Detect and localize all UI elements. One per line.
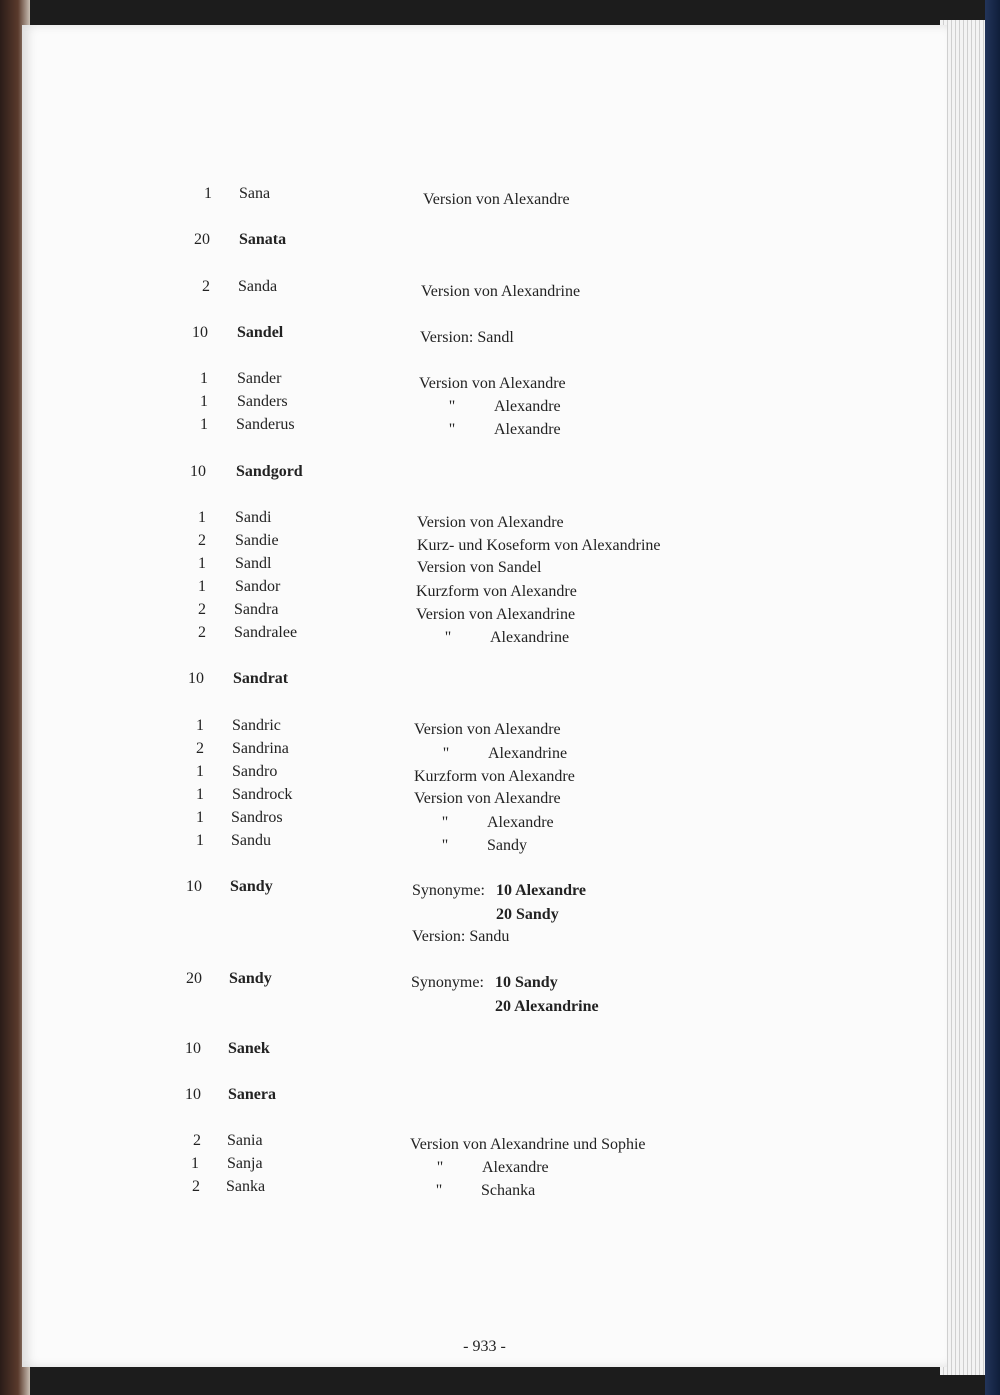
entry-count: 10 — [190, 463, 206, 480]
entry-name: Sandrock — [232, 786, 293, 803]
entry-description: Kurz- und Koseform von Alexandrine — [417, 537, 661, 554]
synonym-value: 20 Sandy — [496, 906, 559, 923]
entry-count: 1 — [198, 509, 206, 526]
entry-row-continuation — [22, 993, 947, 1016]
entry-name: Sandi — [235, 509, 272, 526]
entry-description — [440, 421, 561, 439]
entry-count: 1 — [200, 416, 208, 433]
entry-row — [22, 809, 947, 832]
entry-name: Sander — [237, 370, 282, 387]
entry-description — [433, 837, 527, 855]
entry-count: 10 — [186, 878, 202, 895]
entry-name: Sandros — [231, 809, 283, 826]
entry-count: 1 — [200, 370, 208, 387]
entry-name: Sandra — [234, 601, 279, 618]
entry-description: Kurzform von Alexandre — [414, 768, 575, 785]
entry-description — [412, 906, 559, 924]
entry-row — [22, 370, 947, 393]
entry-name: Sana — [239, 185, 271, 202]
entry-count: 1 — [200, 393, 208, 410]
entry-count: 1 — [196, 763, 204, 780]
entry-name: Sanda — [238, 278, 278, 295]
entry-name: Sandy — [229, 970, 272, 987]
entry-row — [22, 1155, 947, 1178]
entry-row — [22, 231, 947, 254]
entry-row — [22, 393, 947, 416]
entry-description: Version von Alexandre — [417, 514, 564, 531]
ditto-mark: " — [441, 814, 449, 831]
entry-description: Version: Sandl — [420, 329, 514, 346]
entry-count: 1 — [196, 786, 204, 803]
entry-description: Version von Alexandrine — [421, 283, 581, 300]
synonym-label: Synonyme: — [411, 974, 484, 991]
ditto-mark: " — [448, 398, 456, 415]
entry-description-word: Alexandre — [487, 814, 554, 831]
entry-name: Sanek — [228, 1040, 270, 1057]
entry-name: Sandor — [235, 578, 281, 595]
entry-description-word: Alexandre — [494, 421, 561, 438]
entry-name: Sanata — [239, 231, 287, 248]
ditto-mark: " — [435, 1182, 443, 1199]
entry-description-word: Sandy — [487, 837, 527, 854]
entry-count: 1 — [196, 832, 204, 849]
entry-name: Sandy — [230, 878, 273, 895]
page-number: - 933 - — [463, 1338, 506, 1355]
entry-name: Sanera — [228, 1086, 276, 1103]
entry-count: 1 — [204, 185, 212, 202]
entry-row — [22, 1040, 947, 1063]
entry-row — [22, 670, 947, 693]
synonym-value: 10 Alexandre — [496, 882, 586, 899]
entry-name: Sandrina — [232, 740, 289, 757]
entry-description-word: Alexandre — [482, 1159, 549, 1176]
entry-name: Sanders — [237, 393, 288, 410]
entry-count: 10 — [185, 1086, 201, 1103]
entry-description-word: Alexandrine — [488, 745, 568, 762]
entry-row — [22, 578, 947, 601]
entry-count: 2 — [198, 624, 206, 641]
ditto-mark: " — [441, 837, 449, 854]
book-cover-edge — [985, 0, 1000, 1395]
entry-description-word: Alexandre — [494, 398, 561, 415]
entry-description: Kurzform von Alexandre — [416, 583, 577, 600]
entry-count: 10 — [192, 324, 208, 341]
entry-row-continuation — [22, 901, 947, 924]
entry-count: 20 — [186, 970, 202, 987]
entry-description — [436, 629, 569, 647]
entry-count: 20 — [194, 231, 210, 248]
synonym-value: 20 Alexandrine — [495, 998, 599, 1015]
entry-row — [22, 601, 947, 624]
entry-row-continuation — [22, 924, 947, 947]
entry-name: Sanja — [227, 1155, 263, 1172]
entry-row — [22, 185, 947, 208]
entry-row — [22, 878, 947, 901]
entry-count: 2 — [196, 740, 204, 757]
entry-count: 1 — [198, 555, 206, 572]
entry-count: 2 — [202, 278, 210, 295]
entry-name: Sania — [227, 1132, 263, 1149]
entry-row — [22, 624, 947, 647]
entry-count: 10 — [188, 670, 204, 687]
entry-description: Version von Alexandre — [414, 790, 561, 807]
entry-description — [411, 998, 599, 1016]
entry-description — [411, 974, 558, 992]
entry-row — [22, 555, 947, 578]
entry-count: 2 — [198, 532, 206, 549]
entry-row — [22, 278, 947, 301]
entry-row — [22, 532, 947, 555]
entry-name: Sandgord — [236, 463, 303, 480]
book-page — [22, 25, 947, 1367]
entry-row — [22, 763, 947, 786]
entry-description: Version von Alexandre — [423, 191, 570, 208]
entry-count: 1 — [196, 809, 204, 826]
ditto-mark: " — [444, 629, 452, 646]
entry-count: 10 — [185, 1040, 201, 1057]
entry-row — [22, 832, 947, 855]
entry-name: Sandl — [235, 555, 272, 572]
entry-name: Sandie — [235, 532, 279, 549]
version-note: Version: Sandu — [412, 928, 510, 945]
entry-count: 2 — [198, 601, 206, 618]
entry-name: Sandric — [232, 717, 281, 734]
entry-description: Version von Alexandrine — [416, 606, 576, 623]
ditto-mark: " — [448, 421, 456, 438]
entry-row — [22, 463, 947, 486]
entry-description-word: Alexandrine — [490, 629, 570, 646]
entry-description — [440, 398, 561, 416]
entry-description — [428, 1159, 549, 1177]
entry-name: Sandro — [232, 763, 278, 780]
synonym-label: Synonyme: — [412, 882, 485, 899]
entry-row — [22, 1132, 947, 1155]
entry-name: Sandel — [237, 324, 284, 341]
entry-count: 1 — [196, 717, 204, 734]
entry-description: Version von Alexandrine und Sophie — [410, 1136, 646, 1153]
entry-row — [22, 324, 947, 347]
entry-description — [433, 814, 554, 832]
entry-row — [22, 1086, 947, 1109]
entry-name: Sandrat — [233, 670, 289, 687]
entry-description — [412, 882, 586, 900]
entry-count: 1 — [198, 578, 206, 595]
entry-name: Sandralee — [234, 624, 298, 641]
entry-description — [434, 745, 567, 763]
entry-name: Sanka — [226, 1178, 266, 1195]
entry-row — [22, 509, 947, 532]
entry-row — [22, 740, 947, 763]
entry-description-word: Schanka — [481, 1182, 536, 1199]
entry-row — [22, 786, 947, 809]
entry-count: 2 — [192, 1178, 200, 1195]
ditto-mark: " — [436, 1159, 444, 1176]
entry-row — [22, 1178, 947, 1201]
entry-count: 1 — [191, 1155, 199, 1172]
entry-description: Version von Alexandre — [419, 375, 566, 392]
entry-name: Sandu — [231, 832, 271, 849]
synonym-value: 10 Sandy — [495, 974, 558, 991]
entry-row — [22, 717, 947, 740]
entry-description — [427, 1182, 535, 1200]
entry-description: Version von Alexandre — [414, 721, 561, 738]
entry-row — [22, 416, 947, 439]
entry-count: 2 — [193, 1132, 201, 1149]
entry-description: Version von Sandel — [417, 559, 542, 576]
entry-row — [22, 970, 947, 993]
ditto-mark: " — [442, 745, 450, 762]
entry-name: Sanderus — [236, 416, 295, 433]
